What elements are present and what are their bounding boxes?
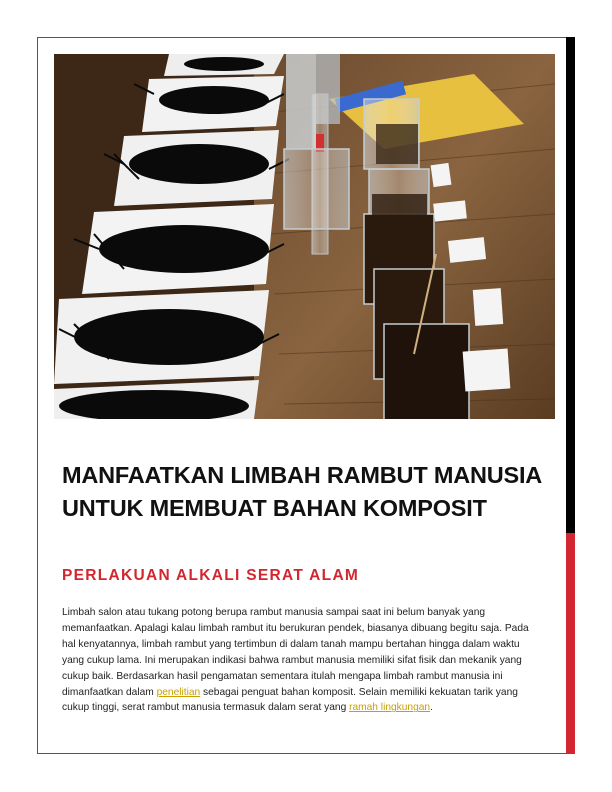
- link-ramah-lingkungan[interactable]: ramah lingkungan: [349, 702, 431, 714]
- side-accent-bar-black: [566, 37, 575, 533]
- article-title: MANFAATKAN LIMBAH RAMBUT MANUSIA UNTUK MEMBUAT BAHAN KOMPOSIT: [62, 462, 542, 521]
- body-text-part-2: sebagai penguat bahan komposit. Selain memiliki kekuatan tarik yang cukup tinggi, serat rambut manusia termasuk dalam serat yang: [62, 686, 518, 714]
- article-photo: [54, 54, 555, 419]
- body-text-part-3: .: [430, 702, 433, 714]
- link-penelitian[interactable]: penelitian: [156, 686, 201, 698]
- side-accent-bar-red: [566, 533, 575, 754]
- article-subtitle: PERLAKUAN ALKALI SERAT ALAM: [62, 567, 360, 584]
- body-text-part-1: Limbah salon atau tukang potong berupa rambut manusia sampai saat ini belum banyak yang memanfaatkan. Apalagi kalau limbah rambut itu berukuran pendek, biasanya dibuang begitu saja. Pada hal kenyatannya, limbah rambut yang tertimbun di dalam tanah mampu bertahan hingga dalam waktu yang cukup lama. Ini merupakan indikasi bahwa rambut manusia memiliki sifat fisik dan mekanik yang cukup baik. Berdasarkan hasil pengamatan sementara itulah mengapa limbah rambut manusia ini dimanfaatkan dalam: [62, 607, 529, 698]
- article-body: [62, 605, 540, 716]
